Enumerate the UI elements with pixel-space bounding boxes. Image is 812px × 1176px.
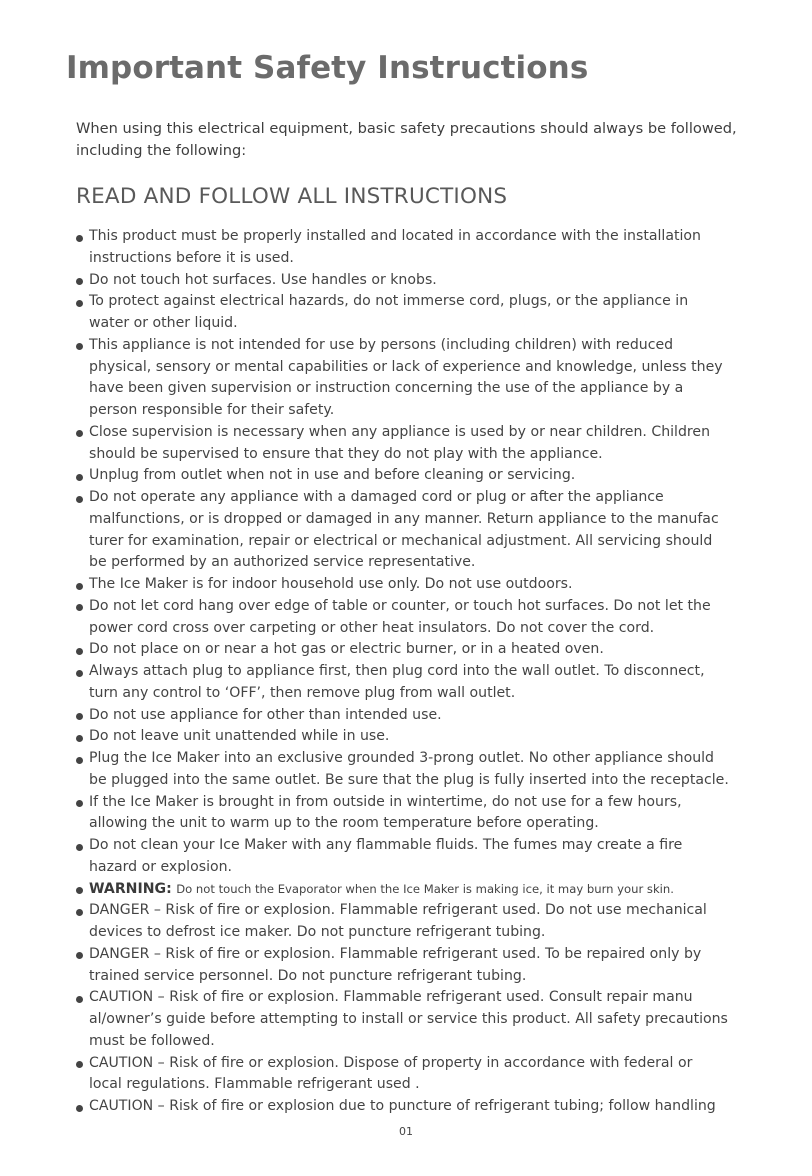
list-item <box>76 1096 766 1118</box>
list-item <box>76 661 766 705</box>
list-item <box>76 596 766 640</box>
list-item-text: This appliance is not intended for use by persons (including children) with reduced physical, sensory or mental capabilities or lack of experience and knowledge, unless they have been given supervision or instruction concerning the use of the appliance by a person responsible for their safety. <box>89 336 723 418</box>
bullet-icon <box>76 887 83 894</box>
list-item-text: DANGER – Risk of fire or explosion. Flammable refrigerant used. Do not use mechanical devices to defrost ice maker. Do not puncture refrigerant tubing. <box>89 902 707 940</box>
bullet-icon <box>76 713 83 720</box>
list-item <box>76 270 766 292</box>
list-item <box>76 835 766 879</box>
bullet-icon <box>76 604 83 611</box>
bullet-icon <box>76 1105 83 1112</box>
list-item-text: Do not use appliance for other than intended use. <box>89 706 442 723</box>
list-item-text: Plug the Ice Maker into an exclusive grounded 3-prong outlet. No other appliance should be plugged into the same outlet. Be sure that the plug is fully inserted into the receptacle. <box>89 750 729 788</box>
list-item-text: DANGER – Risk of fire or explosion. Flammable refrigerant used. To be repaired only by trained service personnel. Do not puncture refrigerant tubing. <box>89 945 702 984</box>
section-heading: READ AND FOLLOW ALL INSTRUCTIONS <box>76 184 508 209</box>
bullet-icon <box>76 343 83 350</box>
list-item <box>76 1053 766 1097</box>
list-item-text: CAUTION – Risk of fire or explosion. Dispose of property in accordance with federal or local regulations. Flammable refrigerant used . <box>89 1054 693 1093</box>
list-item-text: CAUTION – Risk of fire or explosion. Flammable refrigerant used. Consult repair manu al/owner’s guide before attempting to install or service this product. All safety precautions must be followed. <box>89 989 728 1049</box>
list-item <box>76 291 766 335</box>
bullet-icon <box>76 909 83 916</box>
bullet-icon <box>76 474 83 481</box>
bullet-icon <box>76 844 83 851</box>
bullet-icon <box>76 300 83 307</box>
bullet-icon <box>76 496 83 503</box>
list-item-text: Do not place on or near a hot gas or electric burner, or in a heated oven. <box>89 641 604 658</box>
intro-paragraph: When using this electrical equipment, basic safety precautions should always be followed, including the following: <box>76 120 737 159</box>
list-item-text: If the Ice Maker is brought in from outside in wintertime, do not use for a few hours, allowing the unit to warm up to the room temperature before operating. <box>89 793 682 832</box>
bullet-icon <box>76 735 83 742</box>
list-item-text: Do not clean your Ice Maker with any flammable fluids. The fumes may create a fire hazard or explosion. <box>89 837 683 875</box>
page-title: Important Safety Instructions <box>66 50 589 86</box>
list-item <box>76 465 766 487</box>
page-number: 01 <box>399 1125 413 1138</box>
list-item <box>76 944 766 988</box>
list-item-text: Do not let cord hang over edge of table or counter, or touch hot surfaces. Do not let the power cord cross over carpeting or other heat insulators. Do not cover the cord. <box>89 597 711 636</box>
bullet-icon <box>76 1061 83 1068</box>
list-item-text: To protect against electrical hazards, do not immerse cord, plugs, or the appliance in water or other liquid. <box>89 293 689 331</box>
bullet-icon <box>76 430 83 437</box>
list-item <box>76 900 766 944</box>
bullet-icon <box>76 952 83 959</box>
list-item <box>76 726 766 748</box>
bullet-icon <box>76 648 83 655</box>
list-item <box>76 639 766 661</box>
list-item <box>76 226 766 270</box>
bullet-icon <box>76 670 83 677</box>
warning-text: Do not touch the Evaporator when the Ice Maker is making ice, it may burn your skin. <box>176 881 674 896</box>
list-item-text: Always attach plug to appliance first, then plug cord into the wall outlet. To disconnect, turn any control to ‘OFF’, then remove plug from wall outlet. <box>89 663 705 701</box>
bullet-icon <box>76 235 83 242</box>
list-item <box>76 748 766 792</box>
bullet-icon <box>76 800 83 807</box>
bullet-icon <box>76 583 83 590</box>
warning-label: WARNING: <box>89 880 172 897</box>
list-item-text: Do not leave unit unattended while in use. <box>89 728 390 745</box>
list-item <box>76 792 766 836</box>
bullet-icon <box>76 278 83 285</box>
list-item <box>76 705 766 727</box>
list-item <box>76 987 766 1052</box>
list-item-text: The Ice Maker is for indoor household use only. Do not use outdoors. <box>89 576 573 592</box>
list-item-text: This product must be properly installed and located in accordance with the installation instructions before it is used. <box>89 228 701 266</box>
list-item-text: Close supervision is necessary when any appliance is used by or near children. Children should be supervised to ensure that they do not play with the appliance. <box>89 423 711 462</box>
list-item-text: Do not touch hot surfaces. Use handles or knobs. <box>89 271 437 288</box>
list-item <box>76 335 766 422</box>
list-item-text: CAUTION – Risk of fire or explosion due to puncture of refrigerant tubing; follow handling <box>89 1098 716 1114</box>
list-item-text: Do not operate any appliance with a damaged cord or plug or after the appliance malfunctions, or is dropped or damaged in any manner. Return appliance to the manufac turer for examination, repair or electrical or mechanical adjustment. All servicing should be performed by an authorized service representative. <box>89 489 719 571</box>
bullet-icon <box>76 757 83 764</box>
warning-item <box>76 879 766 901</box>
list-item <box>76 574 766 596</box>
list-item <box>76 487 766 574</box>
bullet-icon <box>76 996 83 1003</box>
safety-instructions-list <box>76 226 766 1118</box>
list-item <box>76 422 766 466</box>
list-item-text: Unplug from outlet when not in use and before cleaning or servicing. <box>89 467 576 484</box>
